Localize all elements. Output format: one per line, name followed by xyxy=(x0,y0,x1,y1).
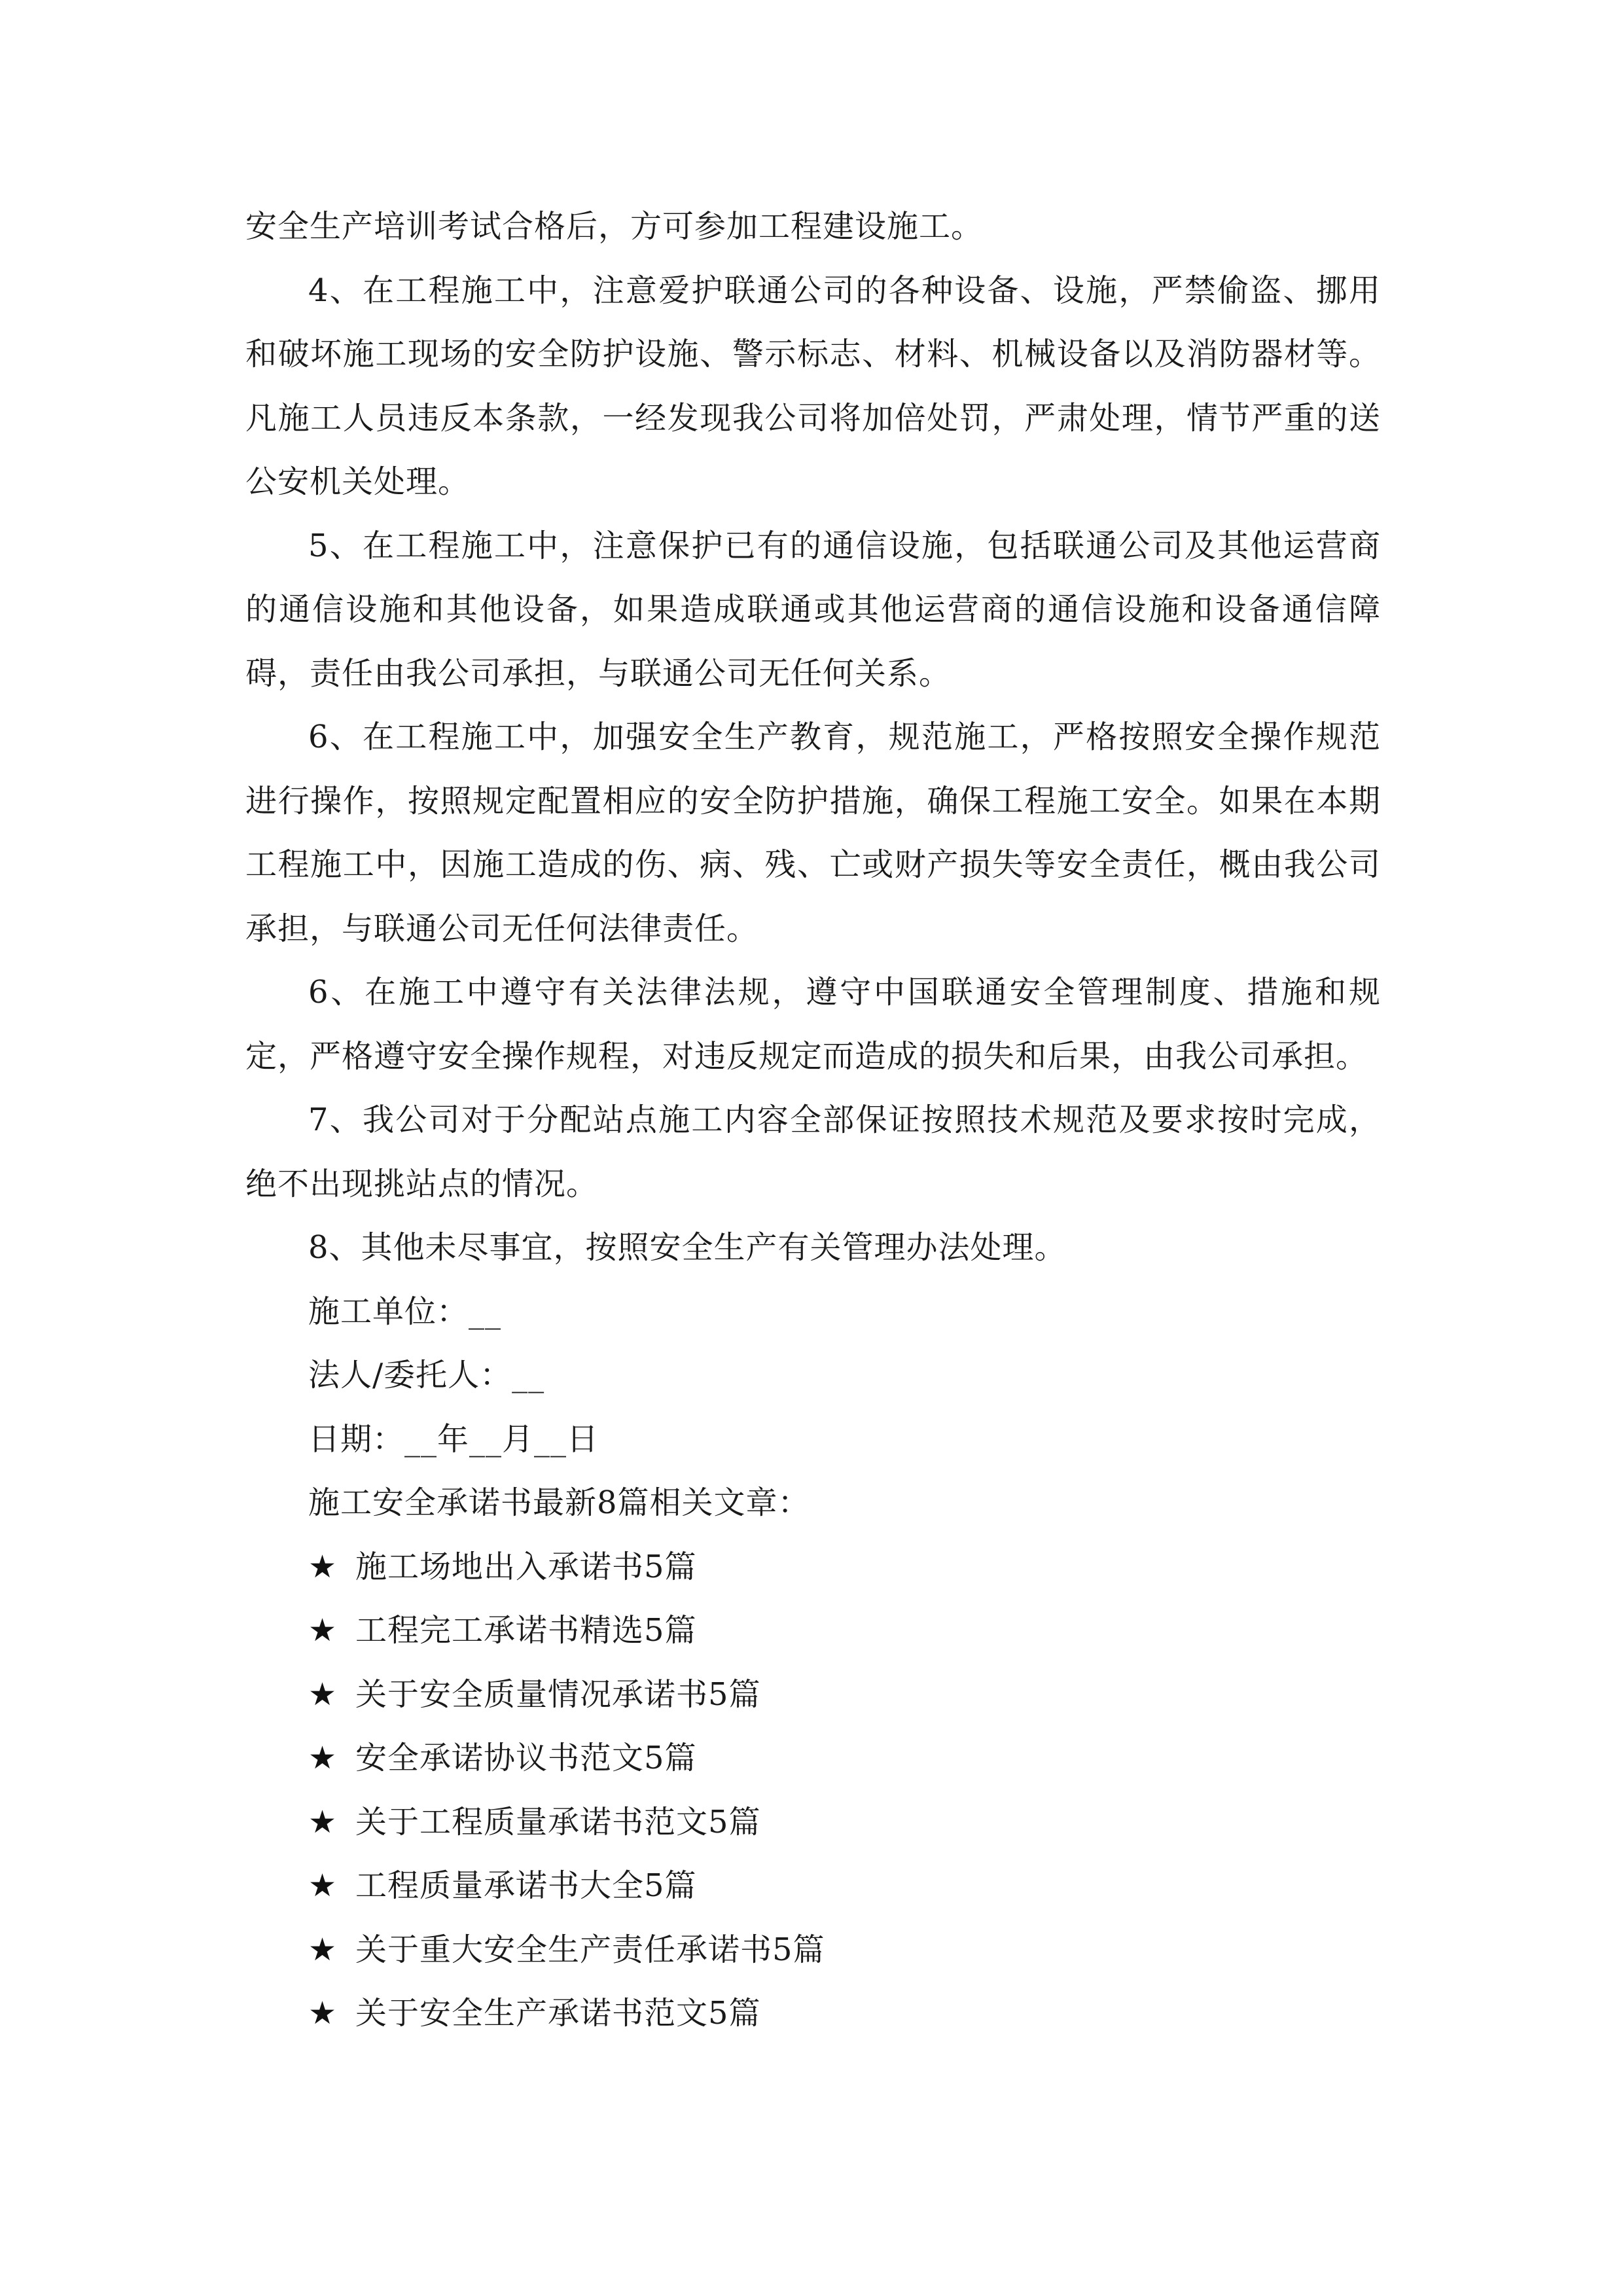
star-icon: ★ xyxy=(308,1612,338,1649)
related-article-link[interactable] xyxy=(245,1918,1381,1982)
related-article-link[interactable] xyxy=(245,1535,1381,1600)
star-icon: ★ xyxy=(308,1867,338,1904)
star-icon: ★ xyxy=(308,1995,338,2032)
paragraph-item-6a: 6、在工程施工中，加强安全生产教育，规范施工，严格按照安全操作规范进行操作，按照规定配置相应的安全防护措施，确保工程施工安全。如果在本期工程施工中，因施工造成的伤、病、残、亡或财产损失等安全责任，概由我公司承担，与联通公司无任何法律责任。 xyxy=(245,719,1381,947)
related-articles-list xyxy=(245,1535,1381,2046)
paragraph-item-7: 7、我公司对于分配站点施工内容全部保证按照技术规范及要求按时完成，绝不出现挑站点的情况。 xyxy=(245,1102,1381,1202)
related-article-title: 关于工程质量承诺书范文5篇 xyxy=(355,1803,761,1840)
star-icon: ★ xyxy=(308,1676,338,1713)
paragraph-item-5: 5、在工程施工中，注意保护已有的通信设施，包括联通公司及其他运营商的通信设施和其他设备，如果造成联通或其他运营商的通信设施和设备通信障碍，责任由我公司承担，与联通公司无任何关系。 xyxy=(245,527,1381,692)
related-article-link[interactable] xyxy=(245,1599,1381,1663)
related-article-title: 关于安全生产承诺书范文5篇 xyxy=(355,1995,761,2032)
paragraph-item-4: 4、在工程施工中，注意爱护联通公司的各种设备、设施，严禁偷盗、挪用和破坏施工现场的安全防护设施、警示标志、材料、机械设备以及消防器材等。凡施工人员违反本条款，一经发现我公司将加倍处罚，严肃处理，情节严重的送公安机关处理。 xyxy=(245,272,1381,500)
related-heading: 施工安全承诺书最新8篇相关文章： xyxy=(308,1484,810,1521)
related-article-title: 安全承诺协议书范文5篇 xyxy=(355,1740,697,1776)
paragraph-continuation: 安全生产培训考试合格后，方可参加工程建设施工。 xyxy=(245,208,984,245)
related-article-link[interactable] xyxy=(245,1982,1381,2046)
document-body xyxy=(245,195,1381,2046)
related-article-link[interactable] xyxy=(245,1854,1381,1918)
related-article-title: 关于重大安全生产责任承诺书5篇 xyxy=(355,1931,825,1968)
star-icon: ★ xyxy=(308,1740,338,1776)
related-article-link[interactable] xyxy=(245,1663,1381,1727)
star-icon: ★ xyxy=(308,1803,338,1840)
related-article-title: 工程质量承诺书大全5篇 xyxy=(355,1867,697,1904)
star-icon: ★ xyxy=(308,1931,338,1968)
paragraph-item-6b: 6、在施工中遵守有关法律法规，遵守中国联通安全管理制度、措施和规定，严格遵守安全操作规程，对违反规定而造成的损失和后果，由我公司承担。 xyxy=(245,974,1381,1075)
related-article-link[interactable] xyxy=(245,1727,1381,1791)
related-article-title: 关于安全质量情况承诺书5篇 xyxy=(355,1676,761,1713)
related-article-title: 工程完工承诺书精选5篇 xyxy=(355,1612,697,1649)
star-icon: ★ xyxy=(308,1548,338,1585)
signature-date: 日期：__年__月__日 xyxy=(308,1420,599,1458)
signature-legal-person: 法人/委托人：__ xyxy=(308,1357,545,1393)
related-article-link[interactable] xyxy=(245,1791,1381,1855)
paragraph-item-8: 8、其他未尽事宜，按照安全生产有关管理办法处理。 xyxy=(308,1229,1067,1266)
related-article-title: 施工场地出入承诺书5篇 xyxy=(355,1548,697,1585)
signature-unit: 施工单位：__ xyxy=(308,1293,502,1330)
